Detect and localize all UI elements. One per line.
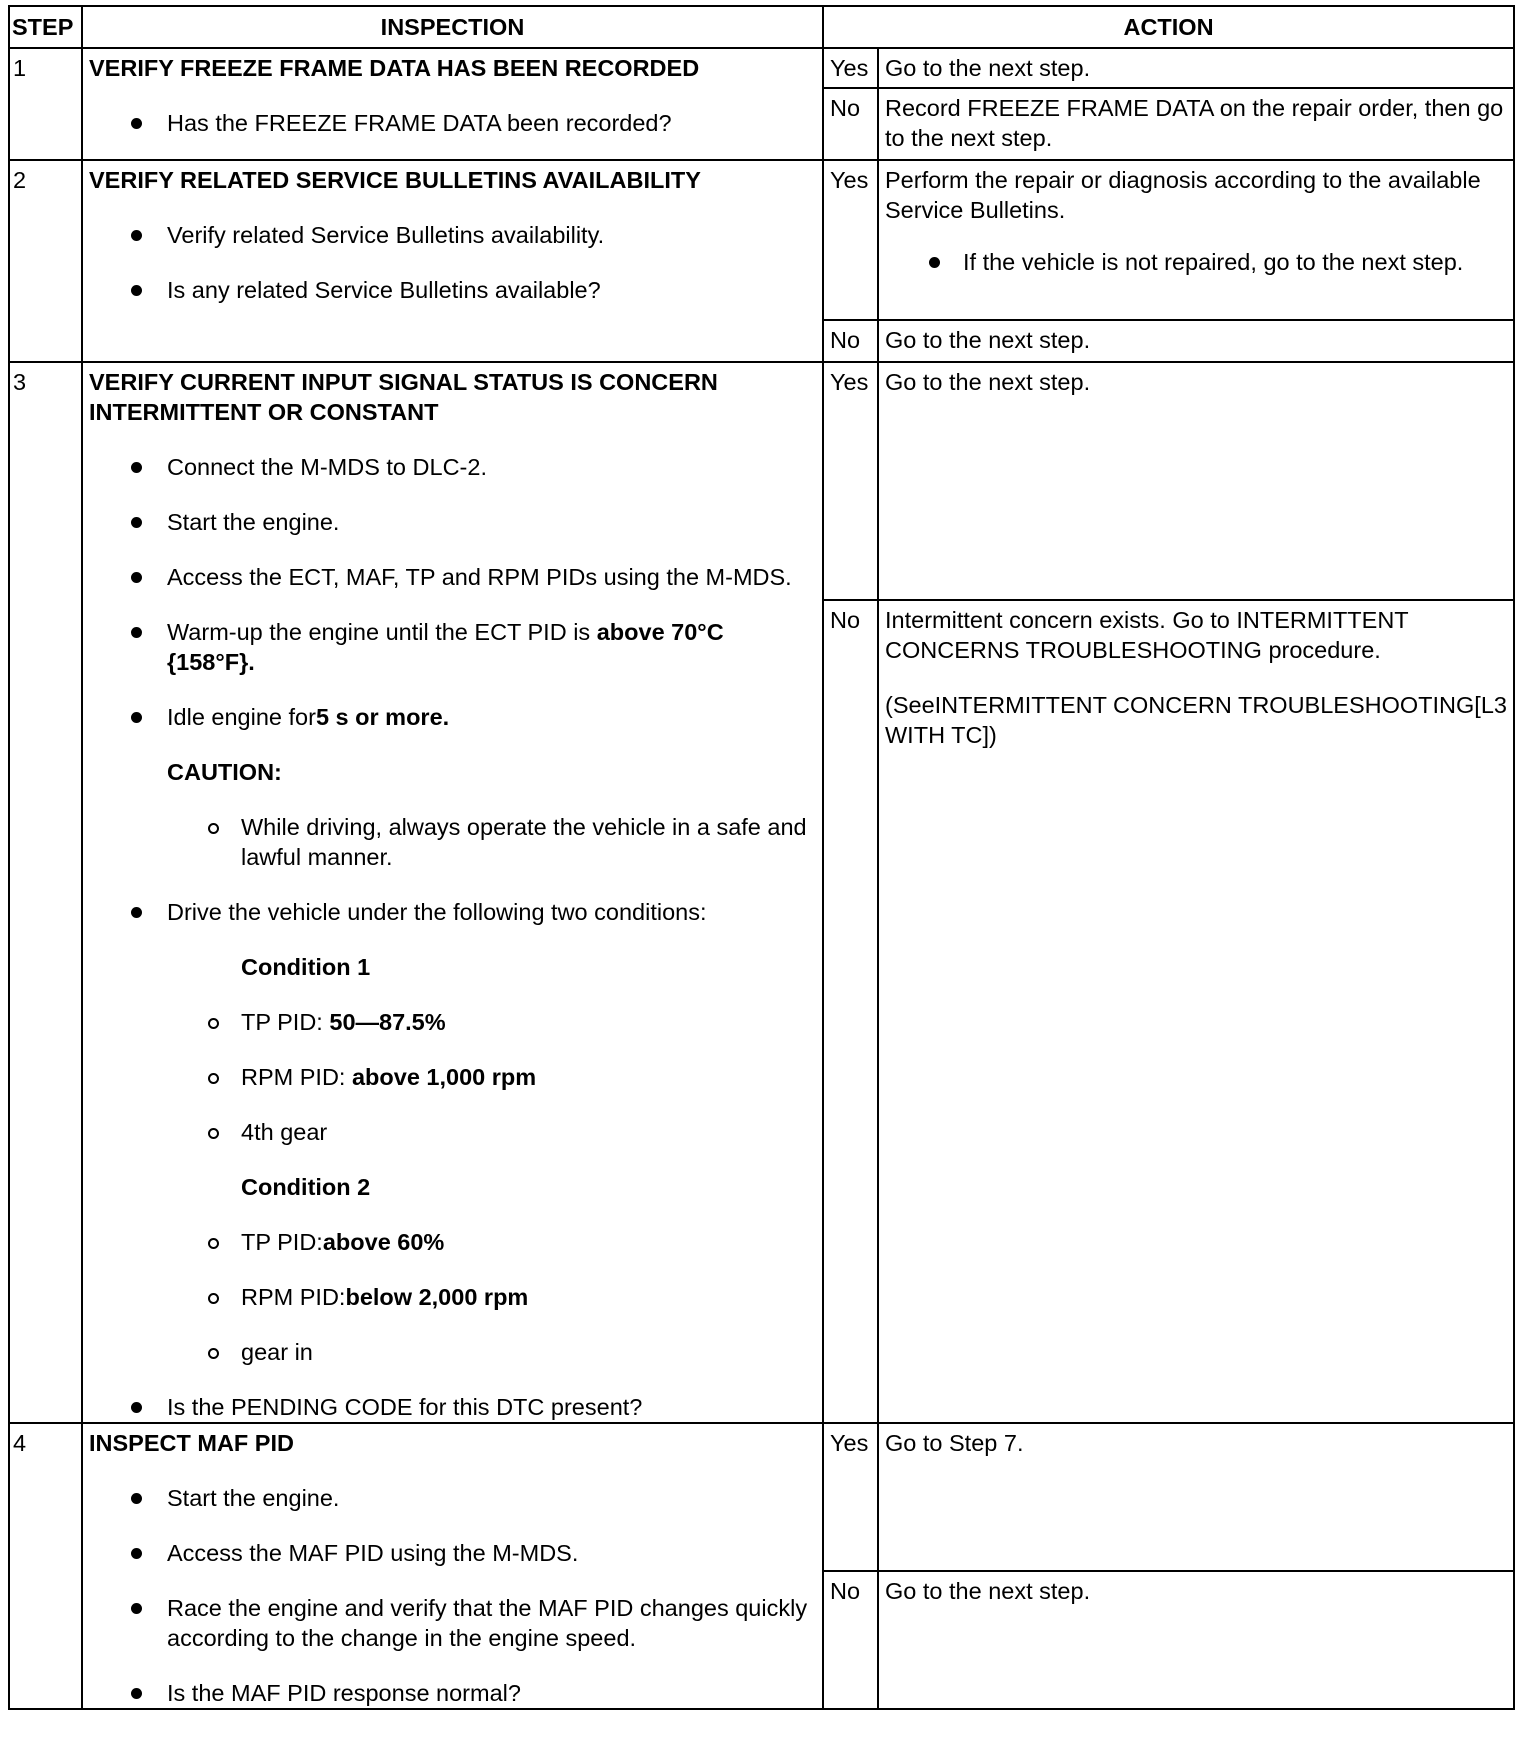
step-2-no-action: Go to the next step. (878, 320, 1514, 362)
step-1-title: VERIFY FREEZE FRAME DATA HAS BEEN RECORDED (89, 55, 700, 81)
step-1-yes-action: Go to the next step. (878, 48, 1514, 88)
step-4-yes-action: Go to Step 7. (878, 1423, 1514, 1571)
step-3-pending-list (89, 1392, 816, 1422)
condition-2-label: Condition 2 (241, 1174, 371, 1200)
step-3-bullets (89, 452, 816, 732)
step-1-number: 1 (9, 48, 82, 160)
condition-2-list (89, 1227, 816, 1367)
step-3-no-reference: (SeeINTERMITTENT CONCERN TROUBLESHOOTING[L3 WITH TC]) (885, 692, 1507, 748)
condition-1-gear: 4th gear (89, 1117, 816, 1147)
step-2-bullet: Is any related Service Bulletins available? (89, 275, 816, 305)
step-column-header: STEP (9, 6, 82, 48)
condition-2-rpm (89, 1282, 816, 1312)
step-4-no-label: No (823, 1571, 878, 1709)
condition-1-tp (89, 1007, 816, 1037)
step-4-bullet: Start the engine. (89, 1483, 816, 1513)
step-4-bullet: Race the engine and verify that the MAF PID changes quickly according to the change in the engine speed. (89, 1593, 816, 1653)
header-row (9, 6, 1514, 48)
idle-text: Idle engine for (167, 704, 316, 730)
step-3-bullet-pending: Is the PENDING CODE for this DTC present? (89, 1392, 816, 1422)
step-4-bullets (89, 1483, 816, 1708)
step-1-no-action: Record FREEZE FRAME DATA on the repair order, then go to the next step. (878, 88, 1514, 160)
step-3-number: 3 (9, 362, 82, 1423)
condition-2-gear: gear in (89, 1337, 816, 1367)
step-3-no-label: No (823, 600, 878, 1423)
step-3-bullet-connect: Connect the M-MDS to DLC-2. (89, 452, 816, 482)
step-3-bullet-idle (89, 702, 816, 732)
step-4-row-yes (9, 1423, 1514, 1571)
step-2-yes-action (878, 160, 1514, 320)
c2-rpm-label: RPM PID: (241, 1284, 346, 1310)
condition-2-tp (89, 1227, 816, 1257)
action-column-header: ACTION (823, 6, 1514, 48)
warmup-text: Warm-up the engine until the ECT PID is (167, 619, 597, 645)
inspection-column-header: INSPECTION (82, 6, 823, 48)
caution-list (89, 812, 816, 872)
step-1-row-yes (9, 48, 1514, 88)
step-3-bullet-warmup (89, 617, 816, 677)
step-4-bullet: Access the MAF PID using the M-MDS. (89, 1538, 816, 1568)
step-3-bullet-access: Access the ECT, MAF, TP and RPM PIDs using the M-MDS. (89, 562, 816, 592)
step-3-no-action (878, 600, 1514, 1423)
step-2-row-yes (9, 160, 1514, 320)
step-2-bullet: Verify related Service Bulletins availability. (89, 220, 816, 250)
condition-1-label: Condition 1 (241, 954, 371, 980)
step-2-yes-bullet: If the vehicle is not repaired, go to the next step. (885, 247, 1507, 277)
caution-item: While driving, always operate the vehicle in a safe and lawful manner. (89, 812, 816, 872)
step-4-number: 4 (9, 1423, 82, 1709)
step-3-drive-list (89, 897, 816, 927)
step-1-bullets (89, 108, 816, 138)
step-4-inspection (82, 1423, 823, 1709)
step-3-yes-action: Go to the next step. (878, 362, 1514, 600)
step-1-yes-label: Yes (823, 48, 878, 88)
step-2-yes-bullets (885, 247, 1507, 277)
step-3-title: VERIFY CURRENT INPUT SIGNAL STATUS IS CONCERN INTERMITTENT OR CONSTANT (89, 369, 718, 425)
step-4-no-action: Go to the next step. (878, 1571, 1514, 1709)
step-3-no-text: Intermittent concern exists. Go to INTERMITTENT CONCERNS TROUBLESHOOTING procedure. (885, 607, 1409, 663)
step-2-bullets (89, 220, 816, 305)
step-2-title: VERIFY RELATED SERVICE BULLETINS AVAILABILITY (89, 167, 701, 193)
caution-label: CAUTION: (167, 759, 282, 785)
step-4-yes-label: Yes (823, 1423, 878, 1571)
c2-rpm-value: below 2,000 rpm (345, 1284, 529, 1310)
diagnostic-procedure-table (8, 5, 1515, 1710)
step-3-bullet-drive: Drive the vehicle under the following two conditions: (89, 897, 816, 927)
step-4-bullet: Is the MAF PID response normal? (89, 1678, 816, 1708)
c1-rpm-label: RPM PID: (241, 1064, 352, 1090)
c1-rpm-value: above 1,000 rpm (351, 1064, 537, 1090)
step-4-title: INSPECT MAF PID (89, 1430, 294, 1456)
idle-value: 5 s or more. (315, 704, 450, 730)
step-3-inspection (82, 362, 823, 1423)
c2-tp-label: TP PID: (241, 1229, 323, 1255)
condition-1-list (89, 1007, 816, 1147)
step-2-yes-text: Perform the repair or diagnosis according to the available Service Bulletins. (885, 167, 1481, 223)
step-2-no-label: No (823, 320, 878, 362)
c1-tp-value: 50—87.5% (329, 1009, 446, 1035)
warmup-value: above 70°C {158°F}. (167, 619, 724, 675)
step-2-number: 2 (9, 160, 82, 362)
step-1-inspection (82, 48, 823, 160)
condition-1-rpm (89, 1062, 816, 1092)
step-3-row-yes (9, 362, 1514, 600)
step-3-bullet-start: Start the engine. (89, 507, 816, 537)
step-3-yes-label: Yes (823, 362, 878, 600)
step-2-inspection (82, 160, 823, 362)
step-1-no-label: No (823, 88, 878, 160)
c1-tp-label: TP PID: (241, 1009, 330, 1035)
step-1-bullet: Has the FREEZE FRAME DATA been recorded? (89, 108, 816, 138)
c2-tp-value: above 60% (322, 1229, 445, 1255)
step-2-yes-label: Yes (823, 160, 878, 320)
